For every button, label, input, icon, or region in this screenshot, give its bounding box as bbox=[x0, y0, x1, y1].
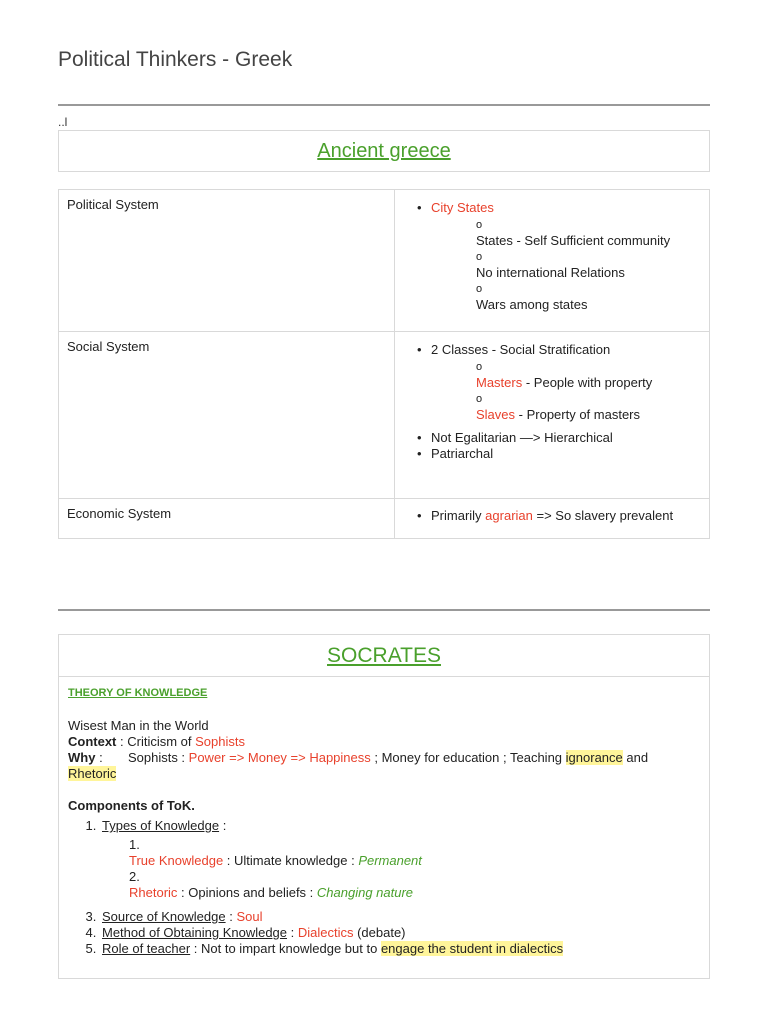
table-row bbox=[59, 332, 710, 499]
row-label: Economic System bbox=[59, 499, 395, 539]
types-label: Types of Knowledge bbox=[102, 818, 220, 833]
sub-item-text: - People with property bbox=[522, 375, 653, 390]
sub-list bbox=[476, 359, 699, 423]
ancient-greece-heading: Ancient greece bbox=[317, 140, 451, 162]
context-label: Context bbox=[68, 734, 117, 749]
list-item bbox=[100, 941, 700, 957]
list-item bbox=[100, 818, 700, 901]
bullet-item bbox=[415, 200, 699, 313]
why-line bbox=[68, 750, 700, 766]
bullet-item: • Patriarchal bbox=[415, 446, 699, 462]
document-title: Political Thinkers - Greek bbox=[58, 48, 293, 71]
circle-bullet-icon: o bbox=[476, 219, 483, 231]
row-content bbox=[395, 190, 710, 332]
context-line bbox=[68, 734, 700, 750]
horizontal-divider bbox=[58, 609, 710, 611]
type-tail: Changing nature bbox=[316, 885, 414, 900]
why-chain: Power => Money => Happiness bbox=[188, 750, 371, 765]
sub-item: No international Relations bbox=[476, 265, 625, 280]
why-line-cont bbox=[68, 766, 700, 782]
source-value: Soul bbox=[236, 909, 263, 924]
table-row bbox=[59, 190, 710, 332]
row-content bbox=[395, 332, 710, 499]
types-sublist bbox=[102, 837, 700, 901]
list-number: 2. bbox=[129, 869, 140, 884]
ancient-greece-header bbox=[58, 130, 710, 172]
sophists-term: Sophists bbox=[195, 734, 245, 749]
components-list bbox=[68, 818, 700, 901]
context-text: : Criticism of bbox=[116, 734, 196, 749]
sub-item: States - Self Sufficient community bbox=[476, 233, 671, 248]
list-number: 1. bbox=[129, 837, 140, 852]
type-tail: Permanent bbox=[358, 853, 422, 868]
type-line bbox=[129, 853, 700, 869]
types-colon: : bbox=[219, 818, 227, 833]
type-name: Rhetoric bbox=[129, 885, 178, 900]
bullet-keyword: agrarian bbox=[485, 508, 533, 523]
components-heading: Components of ToK. bbox=[68, 798, 195, 813]
why-text: ; Money for education ; Teaching bbox=[370, 750, 566, 765]
bullet-text: City States bbox=[431, 200, 494, 215]
components-list-cont bbox=[68, 909, 700, 957]
method-tail: (debate) bbox=[353, 925, 406, 940]
source-label: Source of Knowledge bbox=[102, 909, 226, 924]
sep: : bbox=[287, 925, 298, 940]
highlight-ignorance: ignorance bbox=[565, 750, 623, 765]
bullet-text: => So slavery prevalent bbox=[532, 508, 674, 523]
type-text: : Ultimate knowledge : bbox=[223, 853, 359, 868]
sub-item bbox=[476, 375, 699, 391]
why-label: Why bbox=[68, 750, 96, 765]
type-line bbox=[129, 885, 700, 901]
tok-heading: THEORY OF KNOWLEDGE bbox=[68, 687, 208, 699]
socrates-section bbox=[58, 677, 710, 979]
list-item bbox=[127, 837, 700, 869]
bullet-item bbox=[415, 508, 699, 524]
teacher-text: : Not to impart knowledge but to bbox=[190, 941, 381, 956]
why-text: and bbox=[622, 750, 649, 765]
sep: : bbox=[225, 909, 237, 924]
wisest-line: Wisest Man in the World bbox=[68, 718, 209, 733]
highlight-rhetoric: Rhetoric bbox=[68, 766, 117, 781]
type-text: : Opinions and beliefs : bbox=[177, 885, 317, 900]
sub-item-text: - Property of masters bbox=[515, 407, 641, 422]
circle-bullet-icon: o bbox=[476, 361, 483, 373]
stray-mark: ..l bbox=[58, 115, 68, 129]
systems-table bbox=[58, 189, 710, 539]
method-value: Dialectics bbox=[297, 925, 354, 940]
row-label: Political System bbox=[59, 190, 395, 332]
sub-item: Wars among states bbox=[476, 297, 588, 312]
socrates-heading: SOCRATES bbox=[327, 644, 441, 667]
circle-bullet-icon: o bbox=[476, 393, 483, 405]
list-item bbox=[100, 925, 700, 941]
teacher-label: Role of teacher bbox=[102, 941, 191, 956]
circle-bullet-icon: o bbox=[476, 251, 483, 263]
sub-item-key: Masters bbox=[476, 375, 523, 390]
type-name: True Knowledge bbox=[129, 853, 224, 868]
row-label: Social System bbox=[59, 332, 395, 499]
sub-item bbox=[476, 407, 699, 423]
circle-bullet-icon: o bbox=[476, 283, 483, 295]
list-item bbox=[100, 909, 700, 925]
sub-list bbox=[476, 217, 699, 313]
socrates-header bbox=[58, 634, 710, 677]
bullet-text: Primarily bbox=[431, 508, 486, 523]
why-text: : Sophists : bbox=[95, 750, 189, 765]
sub-item-key: Slaves bbox=[476, 407, 516, 422]
method-label: Method of Obtaining Knowledge bbox=[102, 925, 288, 940]
bullet-text: 2 Classes - Social Stratification bbox=[431, 342, 611, 357]
row-content bbox=[395, 499, 710, 539]
list-item bbox=[127, 869, 700, 901]
bullet-item: • Not Egalitarian —> Hierarchical bbox=[415, 430, 699, 446]
highlight-engage: engage the student in dialectics bbox=[380, 941, 564, 956]
horizontal-divider bbox=[58, 104, 710, 106]
bullet-item bbox=[415, 342, 699, 423]
table-row bbox=[59, 499, 710, 539]
